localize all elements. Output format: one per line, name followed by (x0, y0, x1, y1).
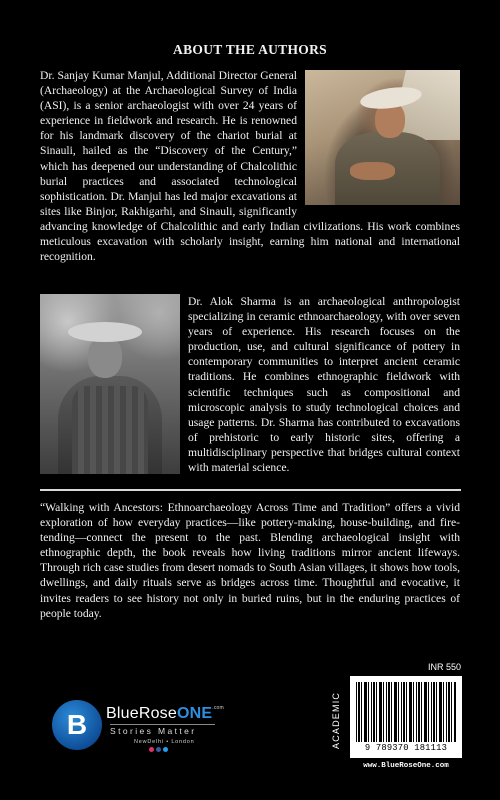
author2-section (40, 294, 460, 475)
isbn-barcode (350, 676, 462, 758)
category-label: ACADEMIC (331, 691, 341, 749)
isbn-number: 9 789370 181113 (364, 743, 448, 753)
publisher-website: www.BlueRoseOne.com (363, 762, 449, 770)
price-label: INR 550 (427, 662, 461, 672)
twitter-icon (163, 747, 168, 752)
section-heading: ABOUT THE AUTHORS (173, 42, 327, 57)
facebook-icon (156, 747, 161, 752)
author2-bio: Dr. Alok Sharma is an archaeological anthropologist specializing in ceramic ethnoarchaeology, with over seven years of experience. His research focuses on the production, use, and cultural significance of pottery in contemporary communities to interpret ancient ceramic traditions. He combines ethnographic fieldwork with scientific techniques such as compositional and microscopic analysis to study technological choices and usage patterns. Dr. Sharma has contributed to excavations of prehistoric to early historic sites, offering a multidisciplinary perspective that bridges cultural context with material science. (188, 295, 460, 475)
publisher-tagline: Stories Matter (110, 724, 215, 736)
author1-bio: Dr. Sanjay Kumar Manjul, Additional Director General (Archaeology) at the Archaeological Survey of India (ASI), is a senior archaeologist with over 24 years of experience in fieldwork and research. He is renowned for his landmark discovery of the chariot burial at Sinauli, hailed as the “Discovery of the Century,” which has deepened our understanding of Chalcolithic burial practices and associated technological sophistication. Dr. Manjul has led major excavations at sites like Binjor, Rakhigarhi, and Sinauli, significantly advancing knowledge of Chalcolithic and early Indian civilizations. His work combines meticulous excavation with scholarly insight, earning him national and international recognition. (40, 69, 460, 264)
author2-photo (40, 294, 180, 474)
author1-section (40, 68, 460, 264)
barcode-bars (356, 682, 456, 742)
instagram-icon (149, 747, 154, 752)
publisher-logo-icon: B (52, 700, 102, 750)
publisher-name: BlueRoseONE$^{.com}$ (106, 705, 224, 722)
social-icons (149, 747, 168, 752)
publisher-locations: NewDelhi • London (134, 739, 195, 745)
author1-photo (305, 70, 460, 205)
divider (40, 489, 461, 491)
book-blurb: “Walking with Ancestors: Ethnoarchaeology Across Time and Tradition” offers a vivid exploration of how everyday practices—like pottery-making, house-building, and fire-tending—connect the present to the past. Blending archaeological insight with ethnographic depth, the book reveals how living traditions mirror ancient lifeways. Through rich case studies from desert nomads to South Asian villages, it shows how tools, dwellings, and daily rituals serve as bridges across time. Thoughtful and evocative, it invites readers to see history not only in buried ruins, but in the enduring practices of people today. (40, 501, 460, 620)
